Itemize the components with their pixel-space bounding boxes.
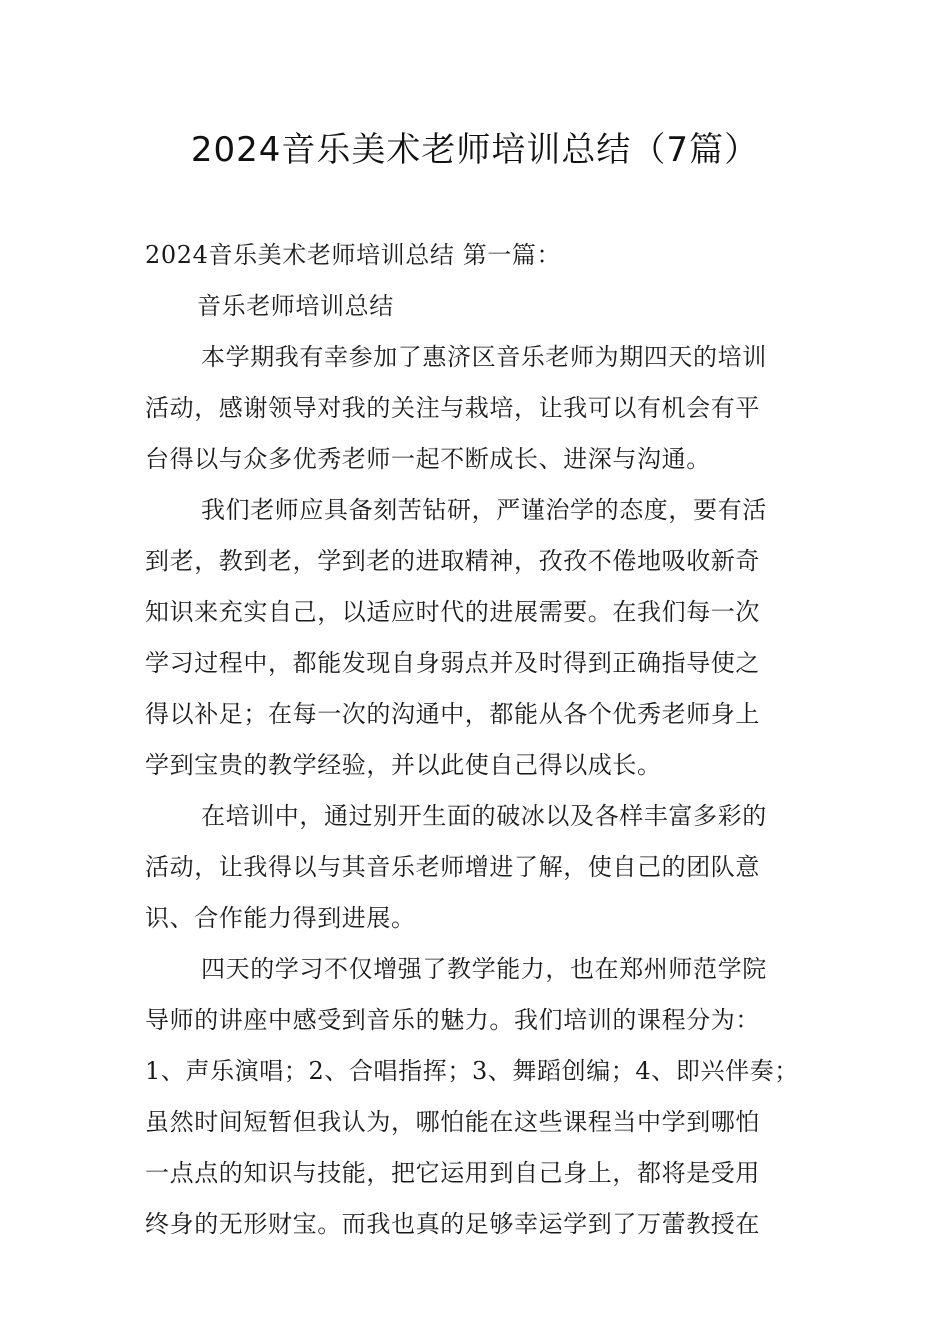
text-line: 活动，感谢领导对我的关注与栽培，让我可以有机会有平 [145, 394, 760, 422]
text-line: 学到宝贵的教学经验，并以此使自己得以成长。 [145, 751, 662, 779]
text-line: 在培训中，通过别开生面的破冰以及各样丰富多彩的 [201, 802, 767, 830]
text-line: 四天的学习不仅增强了教学能力，也在郑州师范学院 [201, 955, 767, 983]
text-line: 终身的无形财宝。而我也真的足够幸运学到了万蕾教授在 [145, 1210, 760, 1238]
text-line: 导师的讲座中感受到音乐的魅力。我们培训的课程分为： [145, 1006, 760, 1034]
text-line: 台得以与众多优秀老师一起不断成长、进深与沟通。 [145, 445, 711, 473]
text-line: 知识来充实自己，以适应时代的进展需要。在我们每一次 [145, 598, 760, 626]
text-line: 我们老师应具备刻苦钻研，严谨治学的态度，要有活 [201, 496, 767, 524]
text-line: 1、声乐演唱；2、合唱指挥；3、舞蹈创编；4、即兴伴奏； [145, 1057, 799, 1085]
text-line: 得以补足；在每一次的沟通中，都能从各个优秀老师身上 [145, 700, 760, 728]
text-line: 学习过程中，都能发现自身弱点并及时得到正确指导使之 [145, 649, 760, 677]
text-line: 到老，教到老，学到老的进取精神，孜孜不倦地吸收新奇 [145, 547, 760, 575]
section-heading: 2024音乐美术老师培训总结 第一篇： [145, 241, 562, 269]
text-line: 一点点的知识与技能，把它运用到自己身上，都将是受用 [145, 1159, 760, 1187]
text-line: 活动，让我得以与其音乐老师增进了解，使自己的团队意 [145, 853, 760, 881]
article-title: 音乐老师培训总结 [197, 292, 394, 320]
text-line: 识、合作能力得到进展。 [145, 904, 416, 932]
text-line: 虽然时间短暂但我认为，哪怕能在这些课程当中学到哪怕 [145, 1108, 760, 1136]
document-title: 2024音乐美术老师培训总结（7篇） [190, 130, 760, 170]
text-line: 本学期我有幸参加了惠济区音乐老师为期四天的培训 [201, 343, 767, 371]
document-body [145, 230, 815, 1250]
